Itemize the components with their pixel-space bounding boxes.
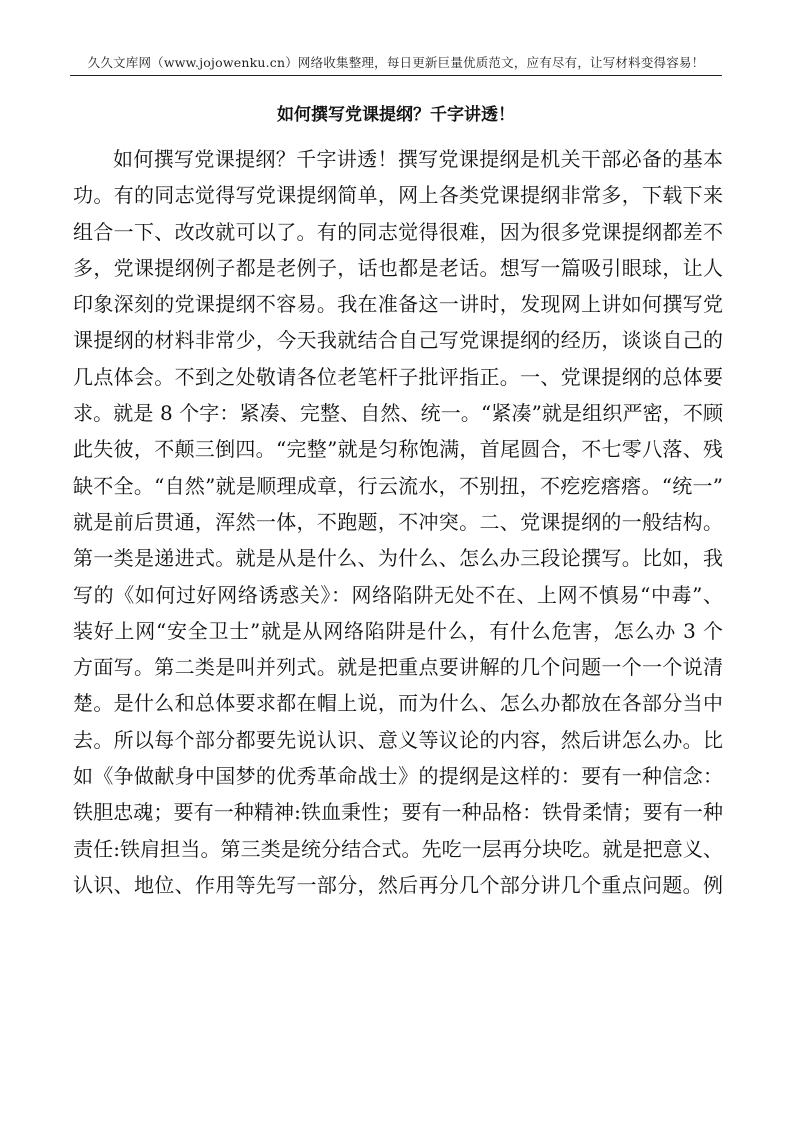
body-line: 第一类是递进式。就是从是什么、为什么、怎么办三段论撰写。比如，我 [73,546,723,571]
document-body [73,141,723,903]
body-line: 课提纲的材料非常少，今天我就结合自己写党课提纲的经历，谈谈自己的 [73,328,723,353]
body-line: 组合一下、改改就可以了。有的同志觉得很难，因为很多党课提纲都差不 [73,219,723,244]
header-divider [70,75,722,76]
body-line: 如《争做献身中国梦的优秀革命战士》的提纲是这样的：要有一种信念： [73,764,723,789]
body-line: 缺不全。“自然”就是顺理成章，行云流水，不别扭，不疙疙瘩瘩。“统一” [73,473,723,498]
body-line: 此失彼，不颠三倒四。“完整”就是匀称饱满，首尾圆合，不七零八落、残 [73,437,723,462]
body-line: 功。有的同志觉得写党课提纲简单，网上各类党课提纲非常多，下载下来 [73,183,723,208]
body-line: 求。就是 8 个字：紧凑、完整、自然、统一。“紧凑”就是组织严密，不顾 [73,401,723,426]
body-line: 去。所以每个部分都要先说认识、意义等议论的内容，然后讲怎么办。比 [73,727,723,752]
page-header: 久久文库网（www.jojowenku.cn）网络收集整理，每日更新巨量优质范文，应有尽有，让写材料变得容易！ [87,55,705,70]
body-line: 责任:铁肩担当。第三类是统分结合式。先吃一层再分块吃。就是把意义、 [73,836,723,861]
body-line: 多，党课提纲例子都是老例子，话也都是老话。想写一篇吸引眼球，让人 [73,255,723,280]
body-line: 写的《如何过好网络诱惑关》：网络陷阱无处不在、上网不慎易“中毒”、 [73,582,723,607]
body-line: 印象深刻的党课提纲不容易。我在准备这一讲时，发现网上讲如何撰写党 [73,292,723,317]
body-line: 就是前后贯通，浑然一体，不跑题，不冲突。二、党课提纲的一般结构。 [73,509,723,534]
body-line: 装好上网“安全卫士”就是从网络陷阱是什么，有什么危害，怎么办 3 个 [73,618,723,643]
body-line: 铁胆忠魂；要有一种精神:铁血秉性；要有一种品格：铁骨柔情；要有一种 [73,800,723,825]
body-line: 如何撰写党课提纲？千字讲透！撰写党课提纲是机关干部必备的基本 [113,147,723,171]
body-line: 楚。是什么和总体要求都在帽上说，而为什么、怎么办都放在各部分当中 [73,691,723,716]
body-line: 几点体会。不到之处敬请各位老笔杆子批评指正。一、党课提纲的总体要 [73,364,723,389]
body-line: 方面写。第二类是叫并列式。就是把重点要讲解的几个问题一个一个说清 [73,655,723,680]
document-title: 如何撰写党课提纲？千字讲透！ [277,105,515,125]
body-line: 认识、地位、作用等先写一部分，然后再分几个部分讲几个重点问题。例 [73,872,723,897]
